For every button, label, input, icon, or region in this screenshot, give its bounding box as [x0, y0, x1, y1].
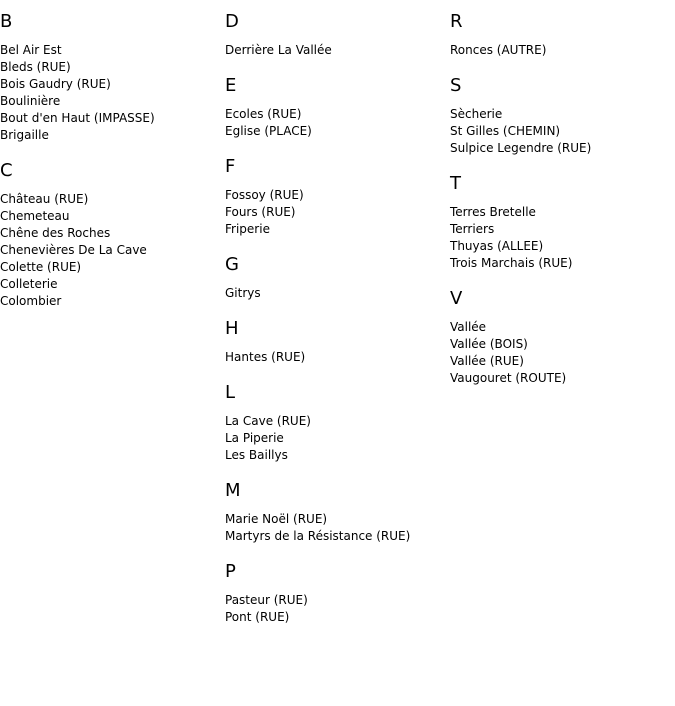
street-link[interactable]: Pasteur (RUE)	[225, 593, 308, 607]
street-link[interactable]: Pont (RUE)	[225, 610, 290, 624]
street-link[interactable]: Château (RUE)	[0, 192, 89, 206]
street-list	[225, 285, 450, 302]
letter-group-l	[225, 382, 450, 464]
letter-heading: H	[225, 318, 239, 339]
street-link[interactable]: Colette (RUE)	[0, 260, 82, 274]
letter-heading: V	[450, 288, 463, 309]
letter-group-e	[225, 75, 450, 140]
letter-group-d	[225, 11, 450, 59]
letter-group-c	[0, 160, 225, 310]
street-link[interactable]: Eglise (PLACE)	[225, 124, 312, 138]
street-link[interactable]: Sulpice Legendre (RUE)	[450, 141, 592, 155]
street-list	[225, 511, 450, 545]
street-link[interactable]: Ronces (AUTRE)	[450, 43, 547, 57]
street-link[interactable]: Colombier	[0, 294, 62, 308]
street-link[interactable]: Bleds (RUE)	[0, 60, 71, 74]
street-link[interactable]: Les Baillys	[225, 448, 288, 462]
street-list	[0, 42, 225, 144]
street-list	[225, 413, 450, 464]
letter-group-v	[450, 288, 675, 387]
letter-heading: P	[225, 561, 236, 582]
street-link[interactable]: Terres Bretelle	[450, 205, 536, 219]
street-link[interactable]: Sècherie	[450, 107, 503, 121]
letter-heading: T	[450, 173, 461, 194]
street-link[interactable]: Thuyas (ALLEE)	[450, 239, 544, 253]
letter-heading: R	[450, 11, 463, 32]
street-link[interactable]: Chenevières De La Cave	[0, 243, 147, 257]
street-list	[225, 349, 450, 366]
street-link[interactable]: Chemeteau	[0, 209, 70, 223]
letter-heading: M	[225, 480, 241, 501]
letter-heading: D	[225, 11, 239, 32]
street-list	[450, 42, 675, 59]
letter-group-m	[225, 480, 450, 545]
street-link[interactable]: Brigaille	[0, 128, 49, 142]
street-link[interactable]: Bout d'en Haut (IMPASSE)	[0, 111, 155, 125]
street-link[interactable]: Terriers	[450, 222, 495, 236]
letter-group-t	[450, 173, 675, 272]
street-list	[450, 204, 675, 272]
street-index-column-1	[0, 11, 225, 326]
letter-group-p	[225, 561, 450, 626]
street-link[interactable]: Derrière La Vallée	[225, 43, 332, 57]
street-list	[450, 319, 675, 387]
letter-group-r	[450, 11, 675, 59]
street-link[interactable]: Boulinière	[0, 94, 61, 108]
street-link[interactable]: Gitrys	[225, 286, 261, 300]
street-list	[225, 42, 450, 59]
street-index-column-3	[450, 11, 675, 403]
street-link[interactable]: St Gilles (CHEMIN)	[450, 124, 561, 138]
letter-group-s	[450, 75, 675, 157]
letter-heading: G	[225, 254, 239, 275]
street-link[interactable]: Fours (RUE)	[225, 205, 296, 219]
letter-heading: F	[225, 156, 236, 177]
street-list	[225, 106, 450, 140]
street-link[interactable]: Bois Gaudry (RUE)	[0, 77, 111, 91]
street-link[interactable]: Fossoy (RUE)	[225, 188, 304, 202]
letter-heading: C	[0, 160, 13, 181]
street-link[interactable]: Hantes (RUE)	[225, 350, 306, 364]
letter-heading: S	[450, 75, 462, 96]
street-link[interactable]: Vallée (BOIS)	[450, 337, 528, 351]
street-link[interactable]: Colleterie	[0, 277, 58, 291]
street-link[interactable]: Friperie	[225, 222, 270, 236]
street-link[interactable]: Trois Marchais (RUE)	[450, 256, 573, 270]
letter-group-h	[225, 318, 450, 366]
street-link[interactable]: Vallée	[450, 320, 487, 334]
street-list	[225, 592, 450, 626]
letter-heading: E	[225, 75, 237, 96]
letter-group-f	[225, 156, 450, 238]
street-link[interactable]: Ecoles (RUE)	[225, 107, 302, 121]
street-link[interactable]: Vaugouret (ROUTE)	[450, 371, 567, 385]
street-link[interactable]: Chêne des Roches	[0, 226, 111, 240]
street-index-column-2	[225, 11, 450, 642]
street-link[interactable]: Martyrs de la Résistance (RUE)	[225, 529, 411, 543]
street-list	[450, 106, 675, 157]
street-link[interactable]: Bel Air Est	[0, 43, 62, 57]
street-link[interactable]: La Cave (RUE)	[225, 414, 311, 428]
letter-group-g	[225, 254, 450, 302]
street-link[interactable]: Marie Noël (RUE)	[225, 512, 328, 526]
letter-heading: B	[0, 11, 13, 32]
street-list	[225, 187, 450, 238]
letter-heading: L	[225, 382, 236, 403]
street-link[interactable]: La Piperie	[225, 431, 284, 445]
street-list	[0, 191, 225, 310]
letter-group-b	[0, 11, 225, 144]
street-link[interactable]: Vallée (RUE)	[450, 354, 524, 368]
